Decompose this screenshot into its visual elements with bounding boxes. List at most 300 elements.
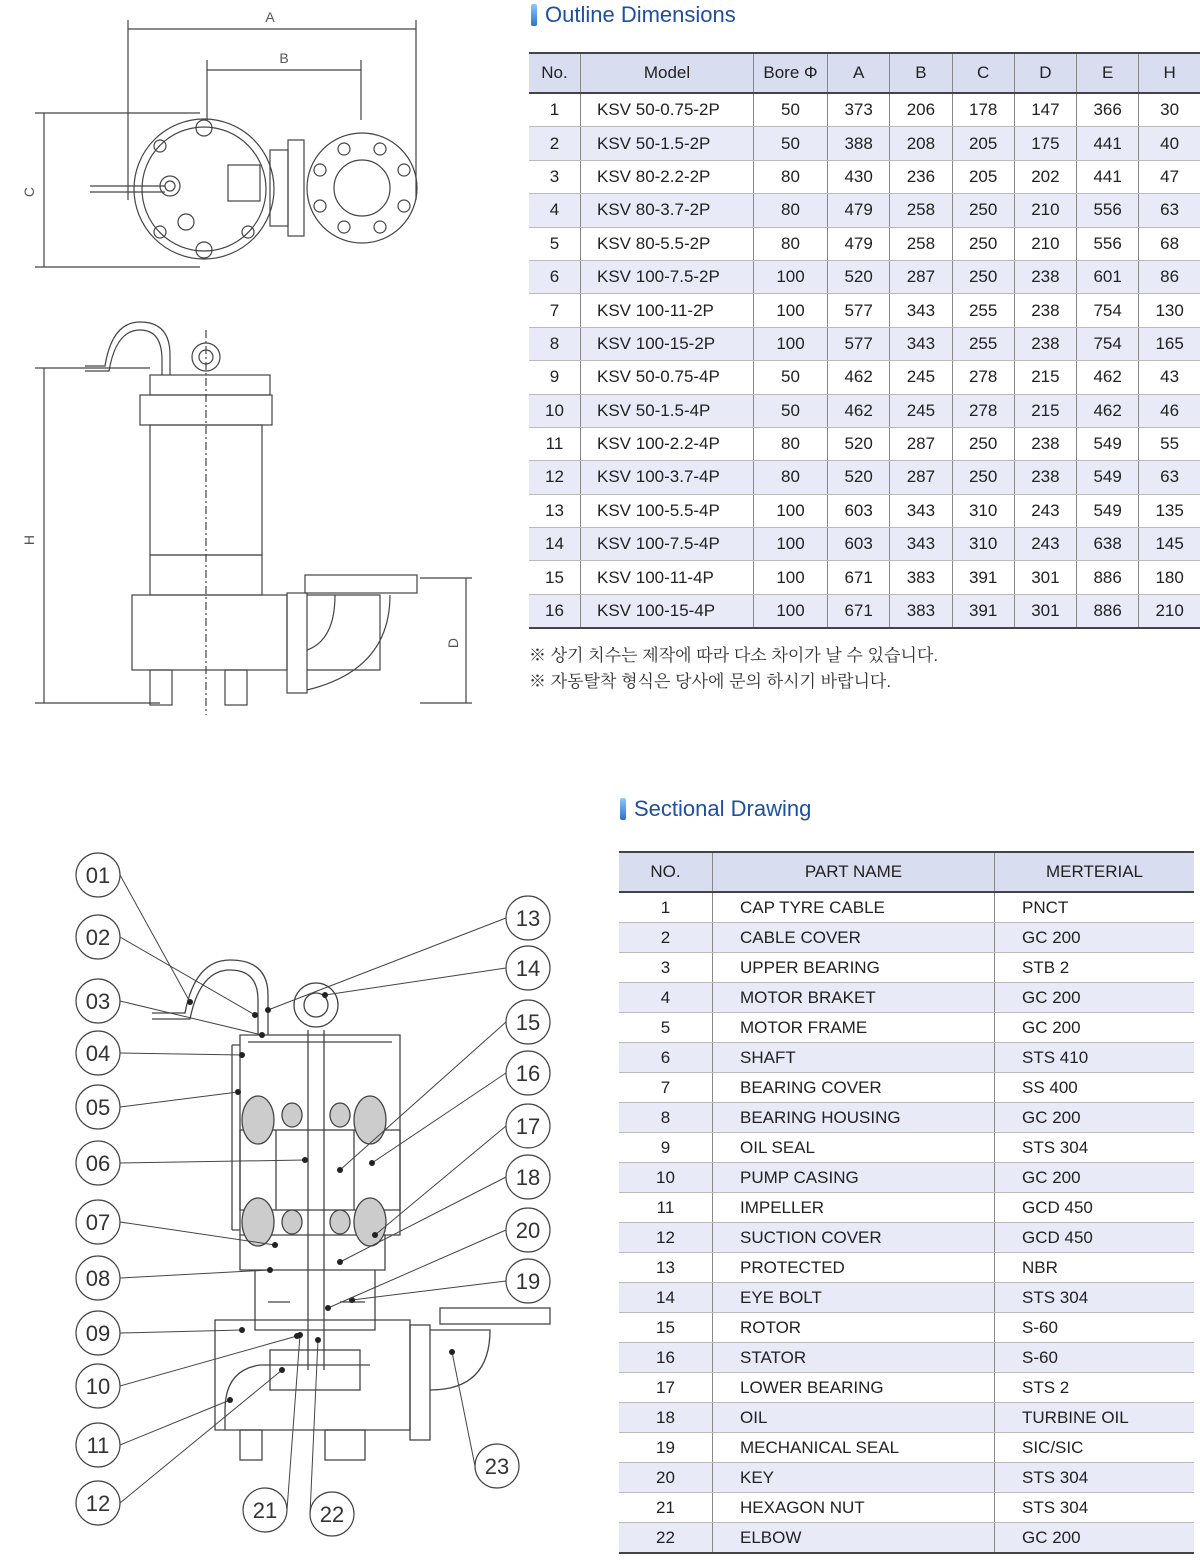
table-cell: 383 (890, 561, 952, 594)
table-cell: 2 (529, 127, 581, 160)
table-cell: 208 (890, 127, 952, 160)
table-cell: STS 304 (995, 1463, 1195, 1493)
col-header-no: No. (529, 53, 581, 93)
table-row (529, 561, 1200, 594)
callout-leader-line (328, 1230, 506, 1308)
table-cell: 3 (529, 160, 581, 193)
table-row (529, 227, 1200, 260)
table-cell: ELBOW (713, 1523, 995, 1554)
table-cell: 577 (828, 294, 890, 327)
table-cell: 373 (828, 93, 890, 127)
callout-dot (259, 1032, 265, 1038)
table-cell: 671 (828, 561, 890, 594)
table-cell: ROTOR (713, 1313, 995, 1343)
table-cell: EYE BOLT (713, 1283, 995, 1313)
callout-leader-line (268, 918, 506, 1010)
table-cell: KSV 80-2.2-2P (581, 160, 754, 193)
table-cell: 343 (890, 494, 952, 527)
callout-number: 08 (85, 1266, 111, 1291)
table-cell: 180 (1139, 561, 1200, 594)
table-cell: 20 (619, 1463, 713, 1493)
table-cell: KSV 100-2.2-4P (581, 427, 754, 460)
callout-number: 13 (515, 906, 541, 931)
callout-dot (322, 992, 328, 998)
table-cell: 11 (529, 427, 581, 460)
table-cell: 100 (754, 594, 828, 628)
callout-leader-line (120, 875, 190, 1002)
table-cell: 462 (828, 394, 890, 427)
table-cell: KSV 100-5.5-4P (581, 494, 754, 527)
table-cell: 50 (754, 361, 828, 394)
table-row (619, 1313, 1194, 1343)
table-cell: 250 (952, 227, 1014, 260)
col-header-a: A (828, 53, 890, 93)
table-cell: 462 (1077, 394, 1139, 427)
table-cell: S-60 (995, 1343, 1195, 1373)
table-cell: 391 (952, 594, 1014, 628)
table-row (619, 1103, 1194, 1133)
table-cell: 147 (1014, 93, 1076, 127)
table-cell: 258 (890, 194, 952, 227)
parts-table (619, 851, 1194, 1554)
callout-number: 18 (515, 1165, 541, 1190)
table-cell: KSV 80-3.7-2P (581, 194, 754, 227)
table-cell: OIL (713, 1403, 995, 1433)
table-row (529, 160, 1200, 193)
table-cell: KEY (713, 1463, 995, 1493)
table-cell: 100 (754, 561, 828, 594)
table-cell: 6 (619, 1043, 713, 1073)
table-cell: 479 (828, 194, 890, 227)
outline-dimensions-table (529, 52, 1200, 629)
table-cell: STS 410 (995, 1043, 1195, 1073)
table-cell: 250 (952, 461, 1014, 494)
table-cell: 520 (828, 461, 890, 494)
table-cell: 383 (890, 594, 952, 628)
callout-leader-line (452, 1352, 475, 1466)
table-cell: GC 200 (995, 1523, 1195, 1554)
table-cell: 10 (529, 394, 581, 427)
table-cell: 278 (952, 361, 1014, 394)
heading-marker-icon (531, 4, 537, 26)
callout-dot (239, 1327, 245, 1333)
table-cell: 63 (1139, 461, 1200, 494)
table-cell: 15 (619, 1313, 713, 1343)
table-cell: SS 400 (995, 1073, 1195, 1103)
table-cell: KSV 100-7.5-4P (581, 528, 754, 561)
table-cell: KSV 50-1.5-4P (581, 394, 754, 427)
sectional-title: Sectional Drawing (634, 796, 812, 821)
callout-leader-line (120, 1001, 262, 1035)
table-cell: 255 (952, 327, 1014, 360)
table-cell: 50 (754, 127, 828, 160)
table-cell: 100 (754, 528, 828, 561)
table-row (529, 394, 1200, 427)
table-cell: 310 (952, 528, 1014, 561)
table-cell: 9 (529, 361, 581, 394)
table-cell: 7 (529, 294, 581, 327)
table-cell: 46 (1139, 394, 1200, 427)
table-cell: GC 200 (995, 1103, 1195, 1133)
callout-leader-line (120, 1160, 305, 1163)
table-cell: MECHANICAL SEAL (713, 1433, 995, 1463)
table-cell: 17 (619, 1373, 713, 1403)
table-cell: KSV 50-1.5-2P (581, 127, 754, 160)
dim-label-a: A (265, 9, 275, 25)
table-row (619, 1073, 1194, 1103)
table-cell: 10 (619, 1163, 713, 1193)
table-cell: 9 (619, 1133, 713, 1163)
table-cell: 175 (1014, 127, 1076, 160)
table-cell: 520 (828, 427, 890, 460)
table-cell: 388 (828, 127, 890, 160)
table-row (619, 1163, 1194, 1193)
callout-leader-line (375, 1126, 506, 1235)
table-row (619, 1463, 1194, 1493)
col-header-part-name: PART NAME (713, 852, 995, 892)
table-cell: KSV 100-7.5-2P (581, 260, 754, 293)
table-row (529, 260, 1200, 293)
table-cell: STS 304 (995, 1493, 1195, 1523)
callout-leader-line (120, 1270, 270, 1278)
table-cell: 47 (1139, 160, 1200, 193)
dim-label-d: D (445, 637, 461, 649)
table-row (529, 427, 1200, 460)
table-row (619, 1223, 1194, 1253)
col-header-d: D (1014, 53, 1076, 93)
table-row (619, 953, 1194, 983)
table-cell: S-60 (995, 1313, 1195, 1343)
table-row (529, 93, 1200, 127)
callout-leader-line (120, 1370, 282, 1503)
table-cell: SIC/SIC (995, 1433, 1195, 1463)
table-cell: 100 (754, 294, 828, 327)
dim-label-c: C (21, 186, 37, 198)
table-cell: 43 (1139, 361, 1200, 394)
table-cell: GC 200 (995, 923, 1195, 953)
table-cell: 754 (1077, 327, 1139, 360)
table-cell: 100 (754, 494, 828, 527)
table-cell: 250 (952, 427, 1014, 460)
table-cell: 287 (890, 260, 952, 293)
table-cell: 441 (1077, 160, 1139, 193)
table-row (619, 983, 1194, 1013)
callout-number: 17 (515, 1114, 541, 1139)
callout-dot (337, 1259, 343, 1265)
table-cell: IMPELLER (713, 1193, 995, 1223)
table-cell: PNCT (995, 892, 1195, 923)
callout-number: 16 (515, 1061, 541, 1086)
table-cell: 3 (619, 953, 713, 983)
table-cell: BEARING COVER (713, 1073, 995, 1103)
callout-dot (239, 1052, 245, 1058)
table-cell: 886 (1077, 561, 1139, 594)
table-row (529, 327, 1200, 360)
callout-dot (267, 1267, 273, 1273)
heading-marker-icon (620, 798, 626, 820)
table-cell: 886 (1077, 594, 1139, 628)
table-row (529, 594, 1200, 628)
table-cell: MOTOR FRAME (713, 1013, 995, 1043)
callout-number: 20 (515, 1218, 541, 1243)
callout-leader-line (340, 1022, 506, 1170)
callout-number: 22 (319, 1502, 345, 1527)
table-cell: 215 (1014, 361, 1076, 394)
table-cell: OIL SEAL (713, 1133, 995, 1163)
table-cell: 520 (828, 260, 890, 293)
callout-leader-line (120, 1053, 242, 1055)
table-cell: STS 2 (995, 1373, 1195, 1403)
table-cell: 603 (828, 528, 890, 561)
table-row (619, 1493, 1194, 1523)
callout-dot (449, 1349, 455, 1355)
callout-number: 06 (85, 1151, 111, 1176)
table-cell: STB 2 (995, 953, 1195, 983)
callout-dot (297, 1332, 303, 1338)
table-cell: 86 (1139, 260, 1200, 293)
callout-number: 15 (515, 1010, 541, 1035)
table-cell: 278 (952, 394, 1014, 427)
table-row (619, 1133, 1194, 1163)
table-cell: GCD 450 (995, 1193, 1195, 1223)
table-row (619, 1373, 1194, 1403)
callout-dot (279, 1367, 285, 1373)
callout-number: 23 (484, 1454, 510, 1479)
table-cell: 238 (1014, 260, 1076, 293)
table-cell: 549 (1077, 427, 1139, 460)
table-cell: 80 (754, 461, 828, 494)
table-cell: 50 (754, 93, 828, 127)
table-cell: 145 (1139, 528, 1200, 561)
callout-dot (187, 999, 193, 1005)
outline-heading (531, 2, 736, 28)
table-cell: 556 (1077, 194, 1139, 227)
table-cell: 301 (1014, 561, 1076, 594)
table-cell: 577 (828, 327, 890, 360)
table-cell: GC 200 (995, 983, 1195, 1013)
table-cell: 549 (1077, 494, 1139, 527)
table-cell: 8 (529, 327, 581, 360)
table-cell: STS 304 (995, 1283, 1195, 1313)
table-cell: 80 (754, 194, 828, 227)
table-cell: BEARING HOUSING (713, 1103, 995, 1133)
table-cell: 14 (529, 528, 581, 561)
table-cell: KSV 50-0.75-4P (581, 361, 754, 394)
table-cell: 603 (828, 494, 890, 527)
notes (529, 643, 938, 695)
col-header-e: E (1077, 53, 1139, 93)
table-cell: 30 (1139, 93, 1200, 127)
table-cell: 205 (952, 160, 1014, 193)
table-cell: 301 (1014, 594, 1076, 628)
table-row (529, 494, 1200, 527)
table-cell: KSV 50-0.75-2P (581, 93, 754, 127)
table-cell: 80 (754, 227, 828, 260)
table-cell: 238 (1014, 427, 1076, 460)
callout-dot (252, 1012, 258, 1018)
table-cell: 462 (828, 361, 890, 394)
table-cell: 13 (529, 494, 581, 527)
table-cell: 68 (1139, 227, 1200, 260)
callout-number: 02 (85, 925, 111, 950)
note-line: ※ 상기 치수는 제작에 따라 다소 차이가 날 수 있습니다. (529, 646, 939, 665)
table-cell: 441 (1077, 127, 1139, 160)
table-cell: 671 (828, 594, 890, 628)
callout-dot (337, 1167, 343, 1173)
table-cell: SHAFT (713, 1043, 995, 1073)
table-cell: 135 (1139, 494, 1200, 527)
col-header-c: C (952, 53, 1014, 93)
table-cell: 1 (619, 892, 713, 923)
table-cell: 22 (619, 1523, 713, 1554)
table-cell: 11 (619, 1193, 713, 1223)
table-cell: PROTECTED (713, 1253, 995, 1283)
table-cell: 236 (890, 160, 952, 193)
table-cell: 5 (619, 1013, 713, 1043)
table-row (529, 361, 1200, 394)
callout-number: 09 (85, 1321, 111, 1346)
table-cell: 343 (890, 294, 952, 327)
table-cell: 14 (619, 1283, 713, 1313)
table-cell: 80 (754, 427, 828, 460)
table-cell: UPPER BEARING (713, 953, 995, 983)
table-cell: 178 (952, 93, 1014, 127)
table-cell: KSV 100-15-2P (581, 327, 754, 360)
table-row (529, 127, 1200, 160)
col-header-b: B (890, 53, 952, 93)
note-line: ※ 자동탈착 형식은 당사에 문의 하시기 바랍니다. (529, 672, 892, 691)
table-cell: STATOR (713, 1343, 995, 1373)
table-row (529, 461, 1200, 494)
table-row (619, 1433, 1194, 1463)
table-cell: 430 (828, 160, 890, 193)
callout-leader-line (287, 1335, 300, 1510)
table-cell: 258 (890, 227, 952, 260)
col-header-model: Model (581, 53, 754, 93)
table-cell: 638 (1077, 528, 1139, 561)
table-cell: 165 (1139, 327, 1200, 360)
table-cell: 479 (828, 227, 890, 260)
table-cell: LOWER BEARING (713, 1373, 995, 1403)
table-cell: 549 (1077, 461, 1139, 494)
table-cell: 343 (890, 327, 952, 360)
table-cell: 50 (754, 394, 828, 427)
table-cell: 462 (1077, 361, 1139, 394)
table-cell: 366 (1077, 93, 1139, 127)
dim-label-b: B (279, 50, 289, 66)
table-row (619, 1283, 1194, 1313)
sectional-drawing (0, 830, 600, 1560)
table-cell: 215 (1014, 394, 1076, 427)
table-cell: 202 (1014, 160, 1076, 193)
callout-dot (369, 1160, 375, 1166)
table-cell: 4 (529, 194, 581, 227)
callout-number: 07 (85, 1210, 111, 1235)
callout-leader-line (120, 1330, 242, 1333)
table-cell: GCD 450 (995, 1223, 1195, 1253)
table-cell: 16 (619, 1343, 713, 1373)
callout-number: 01 (85, 863, 111, 888)
table-cell: HEXAGON NUT (713, 1493, 995, 1523)
table-cell: 8 (619, 1103, 713, 1133)
table-cell: 210 (1014, 194, 1076, 227)
table-cell: 7 (619, 1073, 713, 1103)
table-header-row (619, 852, 1194, 892)
callout-number: 10 (85, 1374, 111, 1399)
table-row (529, 294, 1200, 327)
callout-dot (315, 1337, 321, 1343)
table-cell: 19 (619, 1433, 713, 1463)
table-cell: SUCTION COVER (713, 1223, 995, 1253)
table-cell: 310 (952, 494, 1014, 527)
outline-title: Outline Dimensions (545, 2, 736, 27)
callout-number: 12 (85, 1491, 111, 1516)
callout-dot (227, 1397, 233, 1403)
callout-dot (325, 1305, 331, 1311)
table-cell: KSV 100-11-2P (581, 294, 754, 327)
table-cell: 238 (1014, 327, 1076, 360)
table-cell: 21 (619, 1493, 713, 1523)
table-cell: 250 (952, 260, 1014, 293)
table-cell: 1 (529, 93, 581, 127)
table-row (619, 1043, 1194, 1073)
table-cell: 15 (529, 561, 581, 594)
table-cell: 100 (754, 260, 828, 293)
table-row (619, 1193, 1194, 1223)
table-cell: STS 304 (995, 1133, 1195, 1163)
table-cell: 255 (952, 294, 1014, 327)
table-cell: 4 (619, 983, 713, 1013)
table-cell: 6 (529, 260, 581, 293)
table-cell: 40 (1139, 127, 1200, 160)
table-cell: 16 (529, 594, 581, 628)
callout-number: 14 (515, 956, 541, 981)
table-row (529, 528, 1200, 561)
callout-number: 19 (515, 1269, 541, 1294)
table-row (619, 1403, 1194, 1433)
table-cell: 754 (1077, 294, 1139, 327)
outline-drawing (0, 0, 520, 730)
table-cell: 243 (1014, 528, 1076, 561)
table-cell: 287 (890, 427, 952, 460)
callout-leader-line (325, 968, 506, 995)
table-cell: 2 (619, 923, 713, 953)
table-cell: 63 (1139, 194, 1200, 227)
table-cell: 245 (890, 361, 952, 394)
callout-number: 03 (85, 989, 111, 1014)
table-cell: 287 (890, 461, 952, 494)
callout-number: 05 (85, 1095, 111, 1120)
table-cell: NBR (995, 1253, 1195, 1283)
table-cell: 206 (890, 93, 952, 127)
table-cell: KSV 100-15-4P (581, 594, 754, 628)
table-cell: GC 200 (995, 1013, 1195, 1043)
table-cell: KSV 100-3.7-4P (581, 461, 754, 494)
table-cell: CAP TYRE CABLE (713, 892, 995, 923)
table-cell: 243 (1014, 494, 1076, 527)
table-cell: 13 (619, 1253, 713, 1283)
table-cell: PUMP CASING (713, 1163, 995, 1193)
dim-label-h: H (21, 534, 37, 546)
table-cell: 601 (1077, 260, 1139, 293)
table-cell: 210 (1139, 594, 1200, 628)
table-row (619, 1343, 1194, 1373)
col-header-no: NO. (619, 852, 713, 892)
table-cell: 12 (619, 1223, 713, 1253)
callout-leader-line (372, 1073, 506, 1163)
table-cell: GC 200 (995, 1163, 1195, 1193)
callout-dot (302, 1157, 308, 1163)
